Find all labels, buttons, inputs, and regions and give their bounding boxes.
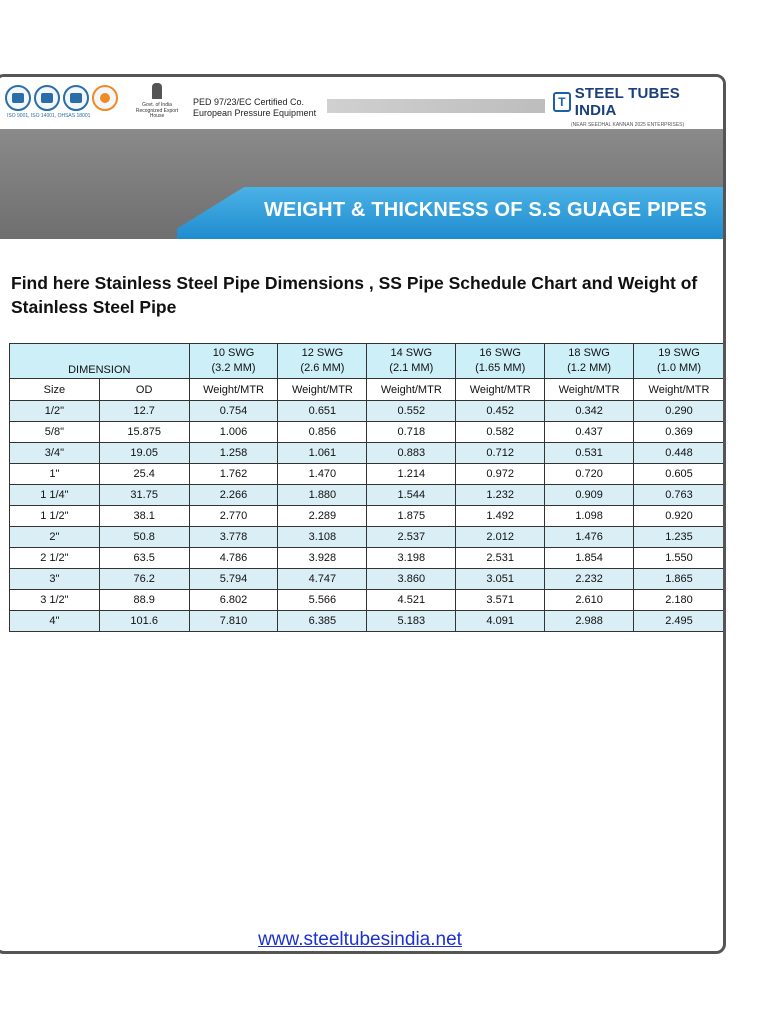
weight-cell: 0.369 (634, 422, 725, 443)
size-cell: 3/4" (10, 443, 100, 464)
iso-caption: ISO 9001, ISO 14001, OHSAS 18001 (7, 113, 91, 119)
weight-cell: 1.492 (456, 506, 545, 527)
od-cell: 63.5 (99, 548, 189, 569)
weight-cell: 0.531 (545, 443, 634, 464)
weight-cell: 0.909 (545, 485, 634, 506)
weight-cell: 0.718 (367, 422, 456, 443)
table-row (10, 611, 725, 632)
weight-per-meter-header: Weight/MTR (367, 379, 456, 401)
od-header: OD (99, 379, 189, 401)
weight-cell: 0.972 (456, 464, 545, 485)
weight-cell: 1.098 (545, 506, 634, 527)
gauge-swg: 10 SWG (212, 347, 255, 359)
table-row (10, 485, 725, 506)
weight-per-meter-header: Weight/MTR (278, 379, 367, 401)
weight-cell: 1.235 (634, 527, 725, 548)
gauge-mm: (1.65 MM) (475, 362, 526, 374)
gauge-header (278, 344, 367, 379)
header-divider-bar (327, 99, 545, 113)
weight-cell: 0.883 (367, 443, 456, 464)
ped-certification (193, 97, 316, 120)
govt-emblem (135, 83, 179, 123)
weight-cell: 0.582 (456, 422, 545, 443)
ashoka-emblem-icon (152, 83, 162, 99)
size-cell: 5/8" (10, 422, 100, 443)
weight-cell: 3.198 (367, 548, 456, 569)
gauge-swg: 19 SWG (658, 347, 700, 359)
od-cell: 12.7 (99, 401, 189, 422)
weight-per-meter-header: Weight/MTR (456, 379, 545, 401)
table-row (10, 401, 725, 422)
weight-cell: 3.051 (456, 569, 545, 590)
header (0, 77, 723, 129)
weight-cell: 2.610 (545, 590, 634, 611)
gauge-mm: (1.2 MM) (567, 362, 612, 374)
table-row (10, 422, 725, 443)
weight-per-meter-header: Weight/MTR (634, 379, 725, 401)
size-cell: 1 1/2" (10, 506, 100, 527)
weight-cell: 4.091 (456, 611, 545, 632)
od-cell: 38.1 (99, 506, 189, 527)
ce-mark-icon (92, 85, 118, 111)
weight-cell: 2.266 (189, 485, 278, 506)
weight-cell: 2.531 (456, 548, 545, 569)
weight-cell: 2.012 (456, 527, 545, 548)
gauge-mm: (1.0 MM) (657, 362, 702, 374)
banner-title: WEIGHT & THICKNESS OF S.S GUAGE PIPES (263, 199, 707, 221)
gauge-swg: 16 SWG (479, 347, 521, 359)
intro-text: Find here Stainless Steel Pipe Dimensions , SS Pipe Schedule Chart and Weight of Stainless Steel Pipe (11, 273, 698, 317)
table-subheader-row (10, 379, 725, 401)
size-cell: 1/2" (10, 401, 100, 422)
document-page (0, 74, 726, 954)
table-row (10, 548, 725, 569)
weight-per-meter-header: Weight/MTR (189, 379, 278, 401)
table-row (10, 464, 725, 485)
table-row (10, 527, 725, 548)
gauge-header (367, 344, 456, 379)
ped-line1: PED 97/23/EC Certified Co. (193, 97, 305, 107)
weight-cell: 1.762 (189, 464, 278, 485)
od-cell: 25.4 (99, 464, 189, 485)
weight-cell: 2.537 (367, 527, 456, 548)
gauge-header (634, 344, 725, 379)
gauge-header (545, 344, 634, 379)
table-header-row (10, 344, 725, 379)
weight-cell: 0.920 (634, 506, 725, 527)
weight-cell: 0.720 (545, 464, 634, 485)
weight-cell: 2.988 (545, 611, 634, 632)
weight-cell: 3.860 (367, 569, 456, 590)
weight-cell: 1.258 (189, 443, 278, 464)
size-cell: 3" (10, 569, 100, 590)
weight-cell: 1.232 (456, 485, 545, 506)
weight-cell: 0.452 (456, 401, 545, 422)
gauge-header (456, 344, 545, 379)
od-cell: 88.9 (99, 590, 189, 611)
brand-name: STEEL TUBES INDIA (574, 85, 680, 119)
weight-cell: 4.786 (189, 548, 278, 569)
weight-cell: 1.470 (278, 464, 367, 485)
weight-cell: 6.802 (189, 590, 278, 611)
weight-cell: 1.880 (278, 485, 367, 506)
od-cell: 15.875 (99, 422, 189, 443)
weight-cell: 7.810 (189, 611, 278, 632)
weight-cell: 5.794 (189, 569, 278, 590)
weight-cell: 0.342 (545, 401, 634, 422)
gauge-mm: (2.1 MM) (389, 362, 434, 374)
size-header: Size (10, 379, 100, 401)
govt-caption (135, 103, 179, 120)
table-row (10, 569, 725, 590)
weight-cell: 2.180 (634, 590, 725, 611)
weight-cell: 0.290 (634, 401, 725, 422)
dimension-label: DIMENSION (68, 364, 131, 376)
weight-cell: 1.875 (367, 506, 456, 527)
weight-cell: 0.856 (278, 422, 367, 443)
govt-caption-line1: Govt. of India (142, 102, 172, 108)
weight-cell: 1.550 (634, 548, 725, 569)
iso-14001-icon (34, 85, 60, 111)
size-cell: 3 1/2" (10, 590, 100, 611)
dimension-header (10, 344, 190, 379)
website-link[interactable]: www.steeltubesindia.net (258, 929, 462, 950)
steel-tubes-logo-icon: T (553, 92, 571, 112)
gauge-header (189, 344, 278, 379)
weight-cell: 1.544 (367, 485, 456, 506)
od-cell: 19.05 (99, 443, 189, 464)
gauge-swg: 14 SWG (390, 347, 433, 359)
weight-cell: 0.763 (634, 485, 725, 506)
weight-cell: 3.108 (278, 527, 367, 548)
weight-cell: 5.183 (367, 611, 456, 632)
govt-caption-line2: Recognized Export House (135, 107, 179, 119)
weight-cell: 1.865 (634, 569, 725, 590)
weight-cell: 1.061 (278, 443, 367, 464)
size-cell: 2" (10, 527, 100, 548)
gauge-swg: 18 SWG (568, 347, 610, 359)
weight-cell: 2.770 (189, 506, 278, 527)
gauge-swg: 12 SWG (301, 347, 344, 359)
weight-cell: 4.747 (278, 569, 367, 590)
table-row (10, 443, 725, 464)
weight-cell: 2.232 (545, 569, 634, 590)
weight-cell: 0.754 (189, 401, 278, 422)
od-cell: 31.75 (99, 485, 189, 506)
gauge-mm: (3.2 MM) (211, 362, 256, 374)
weight-cell: 1.006 (189, 422, 278, 443)
od-cell: 101.6 (99, 611, 189, 632)
weight-per-meter-header: Weight/MTR (545, 379, 634, 401)
table-row (10, 590, 725, 611)
brand-subtitle: (NEAR SEEDHAL KANNAN 2025 ENTERPRISES) (571, 122, 685, 128)
weight-cell: 2.495 (634, 611, 725, 632)
weight-cell: 3.928 (278, 548, 367, 569)
weight-cell: 2.289 (278, 506, 367, 527)
weight-cell: 4.521 (367, 590, 456, 611)
weight-cell: 1.476 (545, 527, 634, 548)
certification-logos (5, 85, 118, 111)
weight-cell: 1.214 (367, 464, 456, 485)
weight-cell: 6.385 (278, 611, 367, 632)
size-cell: 1 1/4" (10, 485, 100, 506)
weight-cell: 0.651 (278, 401, 367, 422)
size-cell: 4" (10, 611, 100, 632)
weight-cell: 1.854 (545, 548, 634, 569)
ohsas-18001-icon (63, 85, 89, 111)
weight-cell: 0.712 (456, 443, 545, 464)
brand-logo (553, 85, 723, 128)
weight-cell: 0.605 (634, 464, 725, 485)
size-cell: 1" (10, 464, 100, 485)
od-cell: 50.8 (99, 527, 189, 548)
size-cell: 2 1/2" (10, 548, 100, 569)
weight-cell: 0.552 (367, 401, 456, 422)
table-row (10, 506, 725, 527)
gauge-pipe-table (9, 343, 725, 632)
weight-cell: 0.437 (545, 422, 634, 443)
gauge-mm: (2.6 MM) (300, 362, 345, 374)
ped-line2: European Pressure Equipment (193, 108, 317, 119)
weight-cell: 5.566 (278, 590, 367, 611)
weight-cell: 3.778 (189, 527, 278, 548)
weight-cell: 3.571 (456, 590, 545, 611)
iso-9001-icon (5, 85, 31, 111)
od-cell: 76.2 (99, 569, 189, 590)
weight-cell: 0.448 (634, 443, 725, 464)
table-body (10, 401, 725, 632)
